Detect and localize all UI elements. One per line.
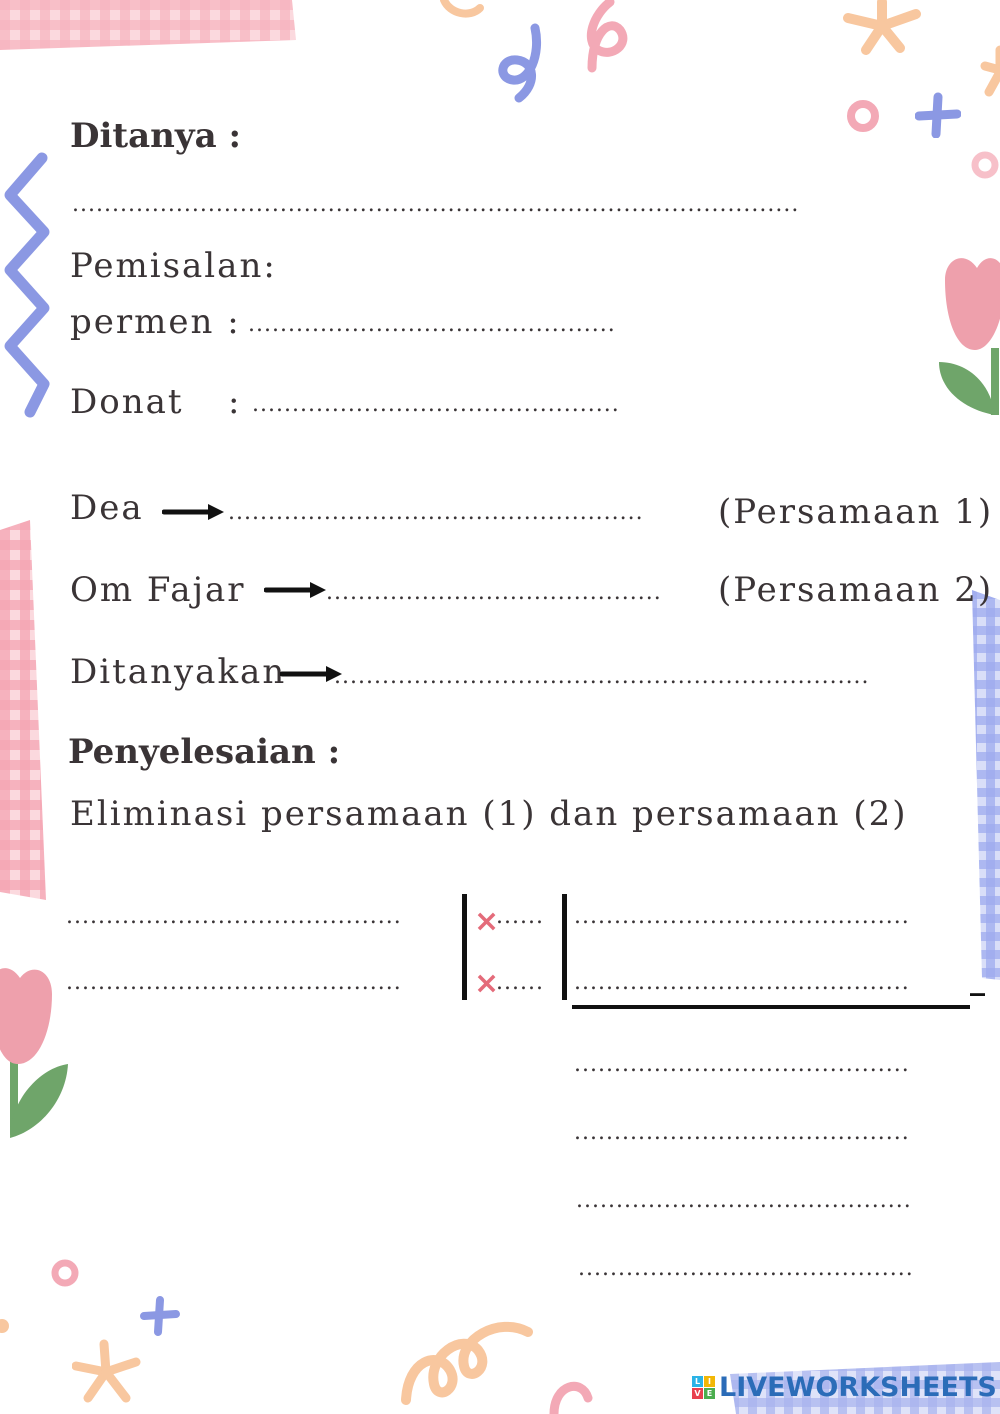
- blue-squiggle-icon: [495, 20, 555, 105]
- blue-plus-bottom-icon: [140, 1296, 182, 1338]
- om-fajar-label: Om Fajar: [70, 570, 246, 610]
- logo-letter: E: [704, 1388, 715, 1399]
- pink-dot-icon: [970, 150, 1000, 180]
- multiplier2-blank[interactable]: ......: [496, 970, 544, 995]
- blue-plus-icon: [915, 92, 961, 138]
- multiply-icon: ×: [474, 966, 500, 1001]
- asked-heading: Ditanya :: [70, 116, 242, 156]
- logo-letter: L: [692, 1376, 703, 1387]
- dea-label: Dea: [70, 488, 144, 528]
- var2-label: Donat: [70, 382, 184, 422]
- equation1-tag: (Persamaan 1): [718, 492, 994, 532]
- minus-sign: _: [970, 962, 985, 997]
- blue-gingham-tape-right: [968, 590, 1000, 980]
- liveworksheets-logo-icon: [692, 1376, 715, 1399]
- arrow-right-icon: [264, 578, 328, 602]
- liveworksheets-logo: [692, 1372, 997, 1403]
- liveworksheets-brand-name: LIVEWORKSHEETS: [719, 1372, 997, 1403]
- dea-answer-blank[interactable]: ....................................................: [228, 500, 644, 525]
- elim-eq1-blank[interactable]: ..........................................: [66, 904, 402, 929]
- peach-star-icon: [842, 0, 922, 56]
- solution-heading: Penyelesaian :: [68, 732, 341, 772]
- assumption-heading: Pemisalan:: [70, 246, 277, 286]
- pink-squiggle-icon: [580, 0, 640, 75]
- var2-colon: :: [228, 382, 242, 422]
- elim-bar-right: [562, 894, 567, 1000]
- asked-variable-label: Ditanyakan: [70, 652, 287, 692]
- tulip-right-icon: [935, 250, 1000, 425]
- result-step3-blank[interactable]: ..........................................: [576, 1188, 912, 1213]
- peach-star-partial-icon: [975, 40, 1000, 100]
- om-fajar-answer-blank[interactable]: ..........................................: [326, 580, 662, 605]
- asked-variable-answer-blank[interactable]: ...................................................................: [334, 664, 870, 689]
- asked-answer-blank[interactable]: ...........................................................................................: [72, 192, 800, 217]
- result-step1-blank[interactable]: ..........................................: [574, 1052, 910, 1077]
- elim-result-eq1-blank[interactable]: ..........................................: [574, 904, 910, 929]
- multiply-icon: ×: [474, 904, 500, 939]
- elim-bar-left: [462, 894, 467, 1000]
- var2-answer-blank[interactable]: ..............................................: [252, 392, 620, 417]
- peach-squiggle-bottom-icon: [398, 1310, 538, 1414]
- pink-squiggle-bottom-icon: [548, 1374, 598, 1414]
- equation2-tag: (Persamaan 2): [718, 570, 994, 610]
- var1-answer-blank[interactable]: ..............................................: [248, 312, 616, 337]
- result-step2-blank[interactable]: ..........................................: [574, 1120, 910, 1145]
- result-step4-blank[interactable]: ..........................................: [578, 1256, 914, 1281]
- tulip-left-icon: [0, 960, 75, 1145]
- peach-squiggle-top-icon: [440, 0, 500, 20]
- logo-letter: V: [692, 1388, 703, 1399]
- elim-result-eq2-blank[interactable]: ..........................................: [574, 970, 910, 995]
- pink-circle-icon: [845, 98, 881, 134]
- elim-eq2-blank[interactable]: ..........................................: [66, 970, 402, 995]
- subtraction-line: [572, 1005, 970, 1009]
- arrow-right-icon: [162, 500, 226, 524]
- pink-gingham-tape-top: [0, 0, 300, 50]
- pink-circle-bottom-icon: [48, 1256, 82, 1290]
- peach-blob-left-icon: [0, 1318, 14, 1334]
- elimination-instruction: Eliminasi persamaan (1) dan persamaan (2): [70, 794, 908, 834]
- zigzag-icon: [0, 150, 60, 420]
- multiplier1-blank[interactable]: ......: [496, 904, 544, 929]
- pink-gingham-tape-left: [0, 520, 50, 900]
- var1-label: permen :: [70, 302, 241, 342]
- logo-letter: I: [704, 1376, 715, 1387]
- peach-star-bottom-icon: [72, 1338, 142, 1404]
